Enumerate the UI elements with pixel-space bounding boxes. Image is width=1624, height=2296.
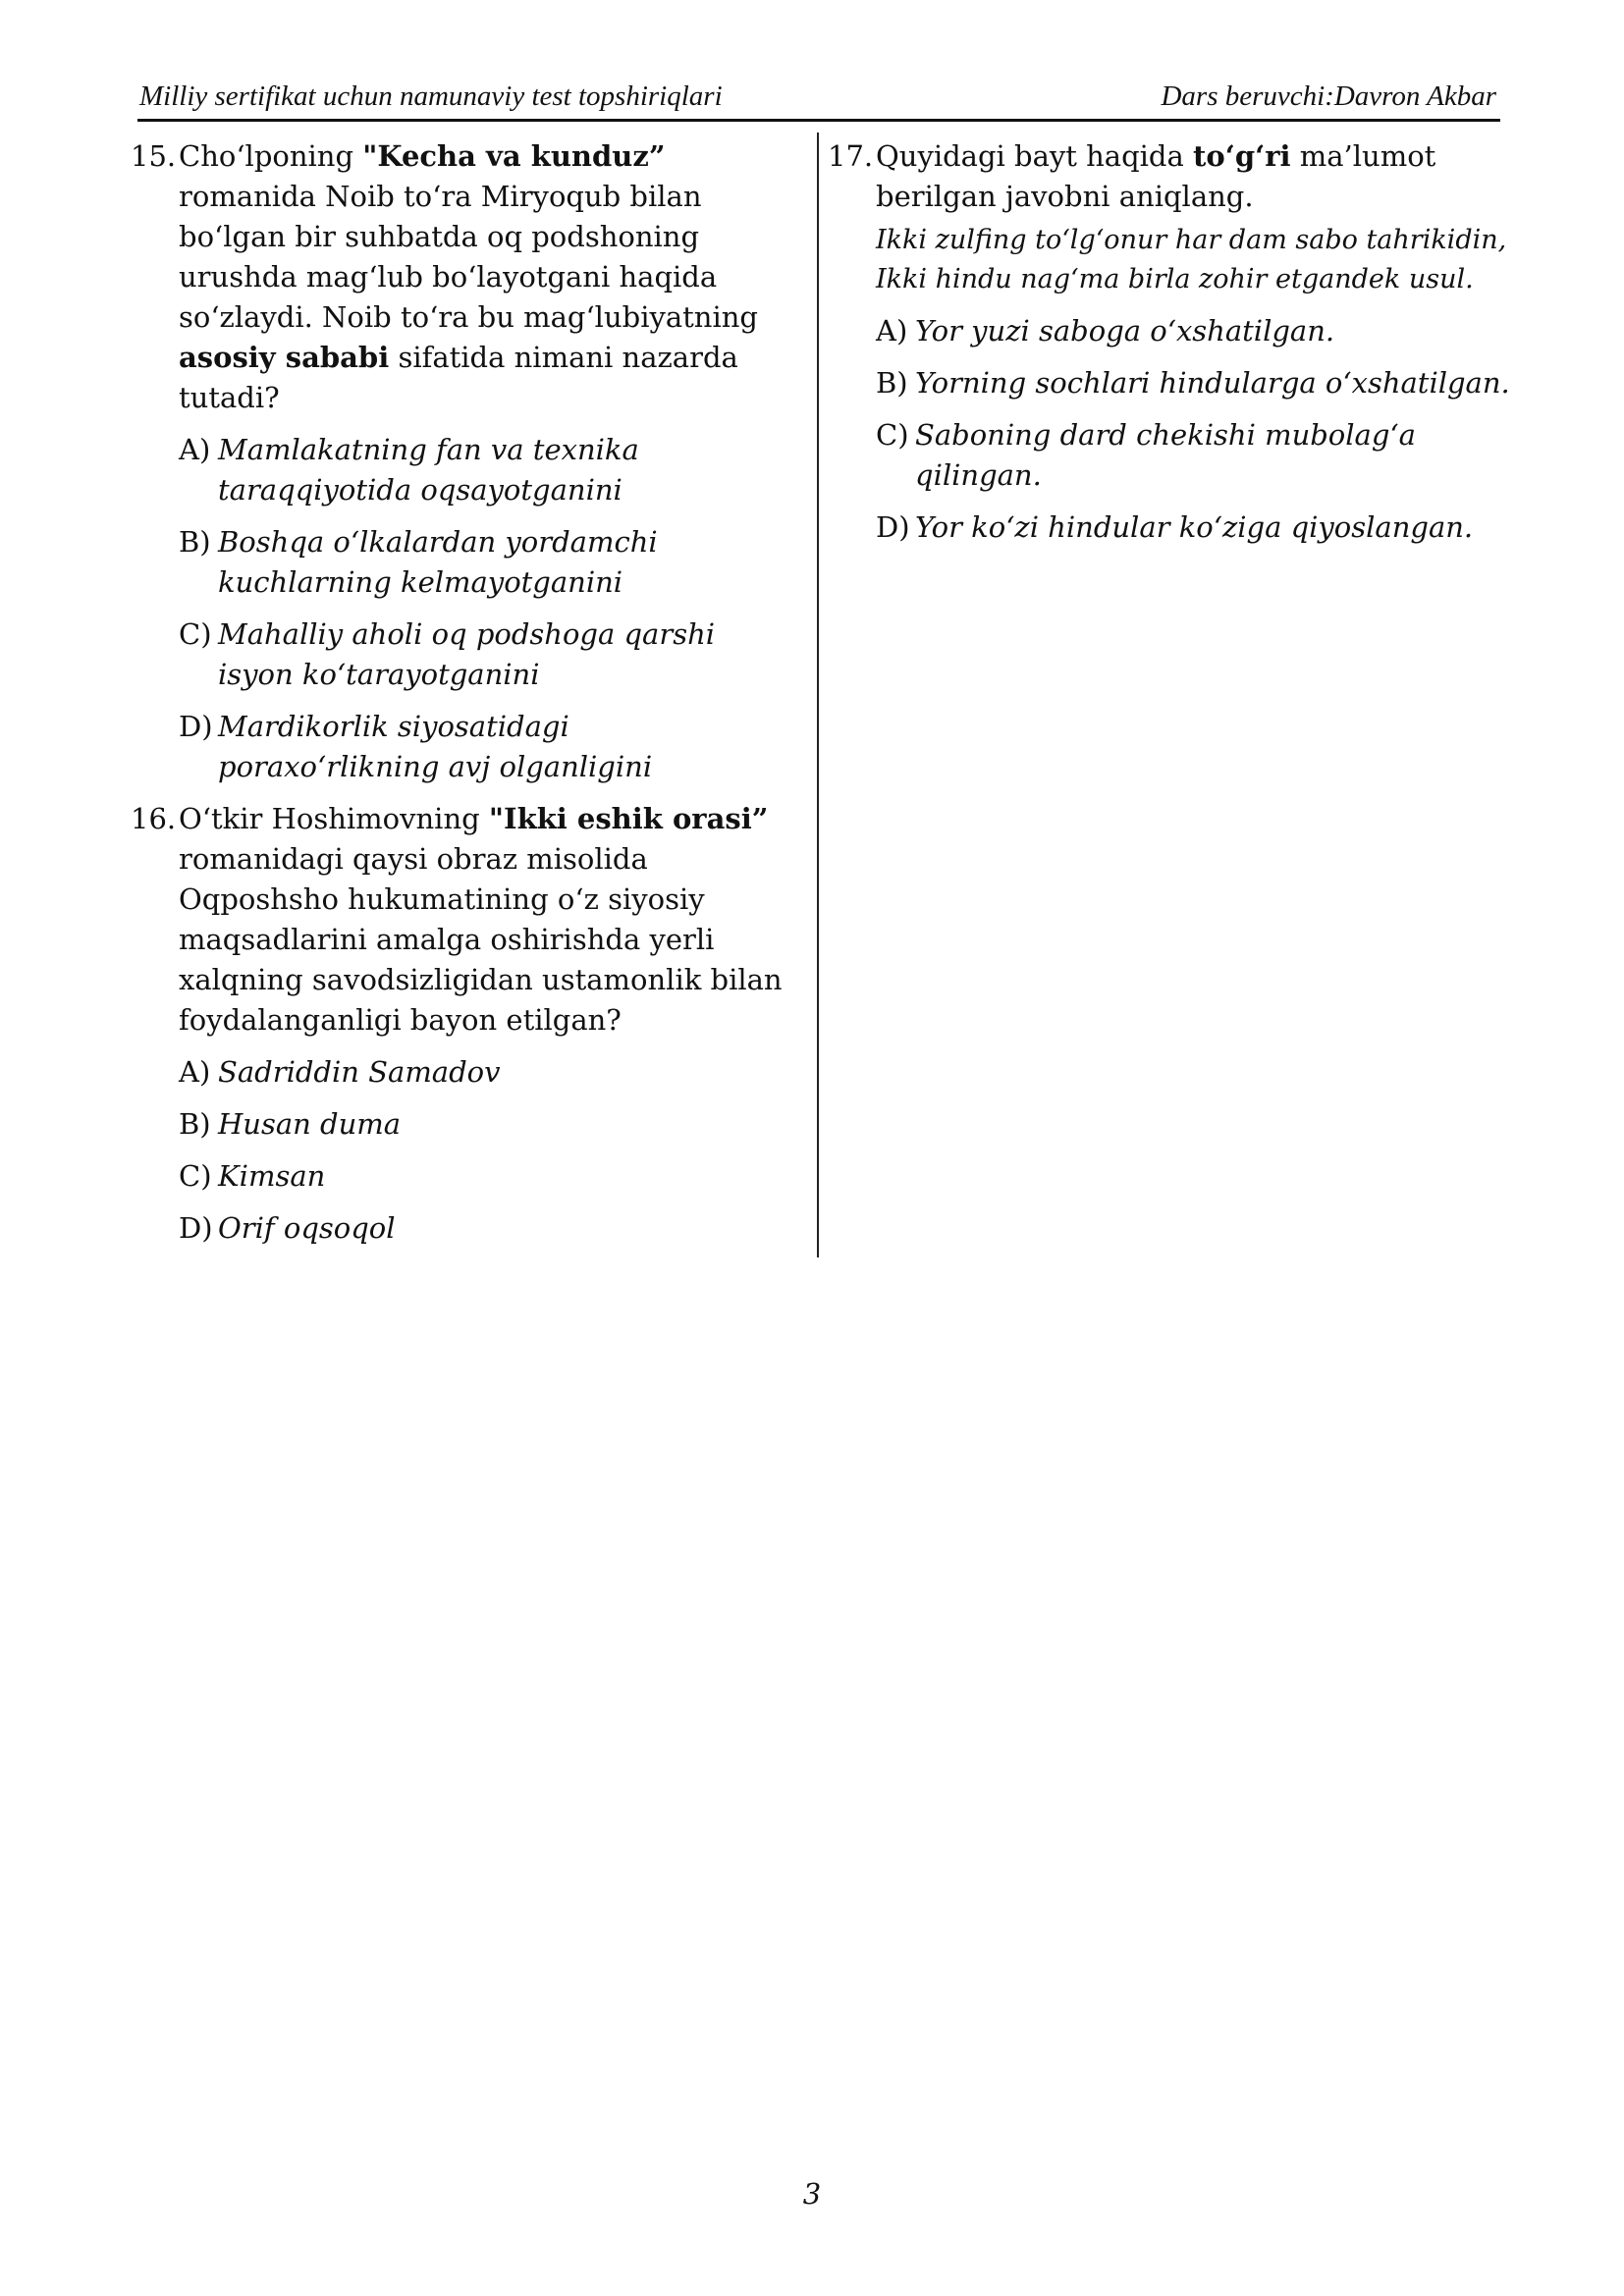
stem-text: romanidagi qaysi obraz misolida Oqposhsho hukumatining o‘z siyosiy maqsadlarini amalga oshirishda yerli xalqning savodsizligidan ustamonlik bilan foydalanganligi bayon etilgan? — [179, 842, 783, 1037]
question-17 — [828, 136, 1515, 560]
option-text: Yor yuzi saboga o‘xshatilgan. — [915, 314, 1335, 347]
option-d[interactable] — [179, 1208, 784, 1249]
question-number: 17. — [828, 139, 874, 173]
stem-bold-phrase: asosiy sababi — [179, 341, 390, 374]
verse-line-1: Ikki zulfing to‘lg‘onur har dam sabo tahrikidin, — [876, 225, 1507, 255]
question-stem — [876, 136, 1515, 217]
question-number: 15. — [131, 139, 177, 173]
option-d[interactable] — [876, 507, 1515, 548]
question-stem — [179, 799, 784, 1041]
option-text: Mamlakatning fan va texnika taraqqiyotida oqsayotganini — [218, 433, 639, 507]
stem-bold-title: "Kecha va kunduz” — [362, 139, 666, 173]
option-letter: B) — [179, 525, 211, 559]
header-rule — [137, 119, 1500, 122]
option-letter: D) — [876, 510, 910, 544]
option-text: Boshqa o‘lkalardan yordamchi kuchlarning kelmayotganini — [218, 525, 658, 599]
column-divider — [817, 133, 819, 1257]
option-b[interactable] — [179, 522, 784, 603]
option-c[interactable] — [876, 415, 1515, 496]
header-title: Milliy sertifikat uchun namunaviy test topshiriqlari — [139, 80, 723, 112]
option-text: Mardikorlik siyosatidagi poraxo‘rlikning avj olganligini — [218, 710, 653, 783]
option-a[interactable] — [179, 430, 784, 510]
stem-bold-title: "Ikki eshik orasi” — [488, 802, 769, 835]
option-b[interactable] — [876, 363, 1515, 403]
option-c[interactable] — [179, 614, 784, 695]
option-c[interactable] — [179, 1156, 784, 1197]
page-number: 3 — [802, 2177, 822, 2211]
page-header — [137, 77, 1500, 120]
option-letter: C) — [179, 617, 212, 651]
stem-text: Quyidagi bayt haqida — [876, 139, 1194, 173]
option-text: Saboning dard chekishi mubolag‘a qilingan. — [915, 418, 1416, 492]
question-16 — [131, 799, 784, 1260]
option-text: Orif oqsoqol — [218, 1211, 396, 1245]
answer-options — [179, 1052, 784, 1249]
question-stem — [179, 136, 784, 418]
option-letter: D) — [179, 710, 213, 743]
option-d[interactable] — [179, 707, 784, 787]
option-text: Sadriddin Samadov — [218, 1055, 501, 1089]
stem-text: O‘tkir Hoshimovning — [179, 802, 489, 835]
option-letter: D) — [179, 1211, 213, 1245]
header-teacher: Dars beruvchi:Davron Akbar — [1161, 80, 1496, 112]
verse-line-2: Ikki hindu nag‘ma birla zohir etgandek usul. — [876, 264, 1474, 294]
option-letter: A) — [179, 1055, 211, 1089]
option-text: Mahalliy aholi oq podshoga qarshi isyon ko‘tarayotganini — [218, 617, 716, 691]
option-letter: A) — [876, 314, 908, 347]
verse-couplet — [876, 221, 1515, 299]
option-text: Husan duma — [218, 1107, 402, 1141]
option-letter: C) — [876, 418, 909, 452]
option-letter: C) — [179, 1159, 212, 1193]
option-a[interactable] — [179, 1052, 784, 1093]
answer-options — [876, 311, 1515, 548]
option-a[interactable] — [876, 311, 1515, 351]
stem-text: ma’lumot berilgan javobni aniqlang. — [876, 139, 1436, 213]
option-letter: A) — [179, 433, 211, 466]
option-b[interactable] — [179, 1104, 784, 1145]
stem-text: sifatida nimani nazarda tutadi? — [179, 341, 738, 414]
question-number: 16. — [131, 802, 177, 835]
question-15 — [131, 136, 784, 799]
stem-text: Cho‘lponing — [179, 139, 363, 173]
stem-text: romanida Noib to‘ra Miryoqub bilan bo‘lgan bir suhbatda oq podshoning urushda mag‘lub bo‘layotgani haqida so‘zlaydi. Noib to‘ra bu mag‘lubiyatning — [179, 180, 758, 334]
stem-bold-word: to‘g‘ri — [1193, 139, 1291, 173]
option-text: Kimsan — [218, 1159, 326, 1193]
option-text: Yorning sochlari hindularga o‘xshatilgan. — [915, 366, 1510, 400]
option-letter: B) — [179, 1107, 211, 1141]
option-text: Yor ko‘zi hindular ko‘ziga qiyoslangan. — [915, 510, 1474, 544]
answer-options — [179, 430, 784, 787]
option-letter: B) — [876, 366, 908, 400]
